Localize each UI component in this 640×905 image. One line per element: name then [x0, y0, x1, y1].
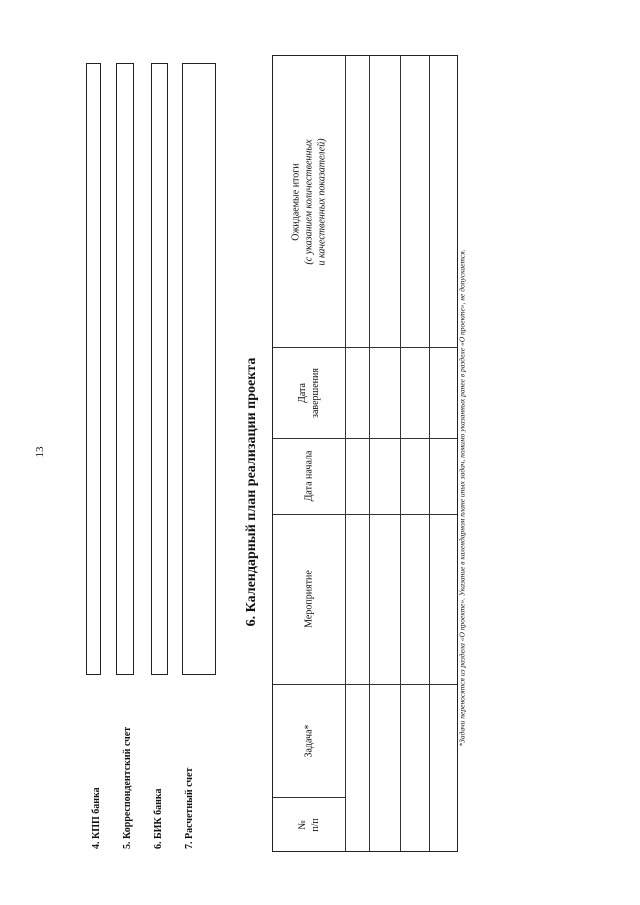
footnote: *Задачи переносятся из раздела «О проекте». Указание в календарном плане иных задач, помимо указанных ранее в разделе «О проекте», не допускается. — [457, 249, 467, 747]
section-title: 6. Календарный план реализации проекта — [244, 357, 259, 627]
settlement-account-label: 7. Расчетный счет — [184, 767, 195, 849]
table-row[interactable] — [430, 56, 458, 851]
kpp-field[interactable] — [86, 63, 101, 675]
settlement-account-field[interactable] — [182, 63, 216, 675]
header-num: № п/п — [297, 818, 321, 832]
header-expected-results: Ожидаемые итоги (с указанием количественных и качественных показателей) — [290, 138, 328, 266]
page-number: 13 — [34, 446, 46, 458]
header-event: Мероприятие — [303, 570, 315, 628]
corr-account-field[interactable] — [116, 63, 134, 675]
bik-label: 6. БИК банка — [153, 788, 164, 849]
table-row[interactable] — [346, 56, 369, 851]
calendar-plan-table — [272, 55, 458, 852]
kpp-label: 4. КПП банка — [91, 787, 102, 849]
corr-account-label: 5. Корреспондентский счет — [122, 726, 133, 849]
table-row[interactable] — [401, 56, 429, 851]
header-end-date: Дата завершения — [297, 368, 321, 418]
header-start-date: Дата начала — [303, 450, 315, 502]
header-task: Задача* — [303, 724, 315, 758]
table-row[interactable] — [370, 56, 400, 851]
bik-field[interactable] — [151, 63, 168, 675]
